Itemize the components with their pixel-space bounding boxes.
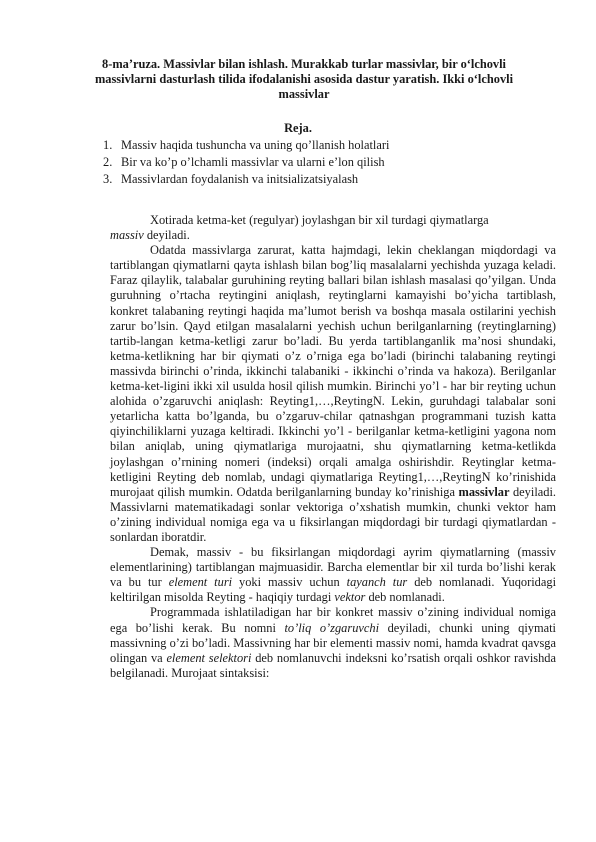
- paragraph-4: [110, 605, 556, 680]
- plan-item: [103, 171, 389, 188]
- text-run: deb nomlanuvchi indeksni ko’rsatish orqali oshkor ravishda belgilanadi. Murojaat sintaksisi:: [110, 650, 556, 680]
- text-run: Xotirada ketma-ket (regulyar) joylashgan bir xil turdagi qiymatlarga: [150, 213, 489, 227]
- text-run: deb nomlanadi. Yuqoridagi keltirilgan misolda Reyting - haqiqiy turdagi: [110, 575, 557, 605]
- term-tayanch-tur: tayanch tur: [346, 575, 408, 590]
- term-element-turi: element turi: [168, 575, 233, 590]
- paragraph-1: [110, 213, 556, 243]
- paragraph-2: [110, 243, 556, 545]
- text-run: deb nomlanadi.: [365, 590, 445, 605]
- text-run: Demak, massiv - bu fiksirlangan miqdordagi ayrim qiymatlarning (massiv elementlarining) tartiblangan majmuasidir. Barcha elementlar bir xil turda bo’lishi kerak va bu tur: [110, 545, 556, 590]
- text-run: deyiladi, chunki uning qiymati massivning o’zi bo’ladi. Massivning har bir elementi massiv nomi, hamda kvadrat qavsga olingan va: [110, 620, 556, 665]
- paragraph-3: [110, 545, 556, 605]
- plan-item: [103, 154, 389, 171]
- term-massiv: massiv: [110, 228, 144, 243]
- term-toliq-ozgaruvchi: to’liq o’zgaruvchi: [284, 620, 380, 635]
- text-run: deyiladi.: [143, 228, 190, 243]
- plan-item: [103, 137, 389, 154]
- plan-item-number: 1.: [103, 138, 113, 152]
- plan-list: [103, 137, 389, 188]
- plan-item-number: 3.: [103, 172, 113, 186]
- text-run: deyiladi. Massivlarni matematikadagi sonlar vektoriga o’xshatish mumkin, chunki vektor ham o’zining individual nomiga ega va u fiksirlangan miqdordagi bir turdagi qiymatlardan - sonlardan iboratdir.: [110, 484, 556, 544]
- term-element-selektori: element selektori: [166, 650, 252, 665]
- lecture-title: 8-ma’ruza. Massivlar bilan ishlash. Murakkab turlar massivlar, bir o‘lchovli massivlarni dasturlash tilida ifodalanishi asosida dastur yaratish. Ikki o‘lchovli massivlar: [94, 57, 514, 102]
- text-run: Odatda massivlarga zarurat, katta hajmdagi, lekin cheklangan miqdordagi va tartiblangan qiymatlarni qayta ishlash bilan bog’liq masalalarni yechishda yuzaga keladi. Faraz qilaylik, talabalar guruhining reyting ballari bilan ishlash masalasi qo’yilgan. Unda guruhning o’rtacha reytingini aniqlash, reytinglarni kamayishi bo’yicha tartiblash, konkret talabaning reytingi haqida ma’lumot berish va boshqa masala ostilarini yechish zarur bo’lsin. Qayd etilgan masalalarni yechish uchun berilganlarning (reytinglarning) tartib-langan ketma-ketligi zarur bo’ladi. Bu yerda tartiblanganlik ma’nosi shundaki, ketma-ketlikning har bir qiymati o’z o’rniga ega bo’ladi (birinchi talabaning reytingi massivda birinchi o’rinda, ikkinchi talabaniki - ikkinchi o’rinda va hakoza). Berilganlar ketma-ket-ligini ikki xil usulda hosil qilish mumkin. Birinchi yo’l - har bir reyting uchun alohida o’zgaruvchi aniqlash: Reyting1,…,ReytingN. Lekin, guruhdagi talabalar soni yetarlicha katta bo’lganda, bu o’zgaruv-chilar qatnashgan programmani tuzish katta qiyinchiliklarni yuzaga keltiradi. Ikkinchi yo’l - berilganlar ketma-ketligini yagona nom bilan aniqlab, uning qiymatlariga murojaatni, shu qiymatlarning ketma-ketlikda joylashgan o’rnining nomeri (indeksi) orqali amalga oshirishdir. Reytinglar ketma-ketligini Reyting deb nomlab, undagi qiymatlariga Reyting1,…,ReytingN ko’rinishida murojaat qilish mumkin. Odatda berilganlarning bunday ko’rinishiga: [110, 243, 556, 499]
- plan-item-text: Bir va ko’p o’lchamli massivlar va ularni e’lon qilish: [121, 155, 385, 169]
- plan-item-text: Massivlardan foydalanish va initsializatsiyalash: [121, 172, 359, 186]
- term-massivlar: massivlar: [458, 484, 510, 499]
- text-run: yoki massiv uchun: [232, 575, 347, 590]
- text-run: Programmada ishlatiladigan har bir konkret massiv o’zining individual nomiga ega bo’lishi kerak. Bu nomni: [110, 605, 556, 635]
- lecture-body: [110, 213, 556, 681]
- term-vektor: vektor: [334, 590, 366, 605]
- plan-item-text: Massiv haqida tushuncha va uning qo’llanish holatlari: [121, 138, 390, 152]
- plan-item-number: 2.: [103, 155, 113, 169]
- plan-heading: Reja.: [284, 121, 312, 135]
